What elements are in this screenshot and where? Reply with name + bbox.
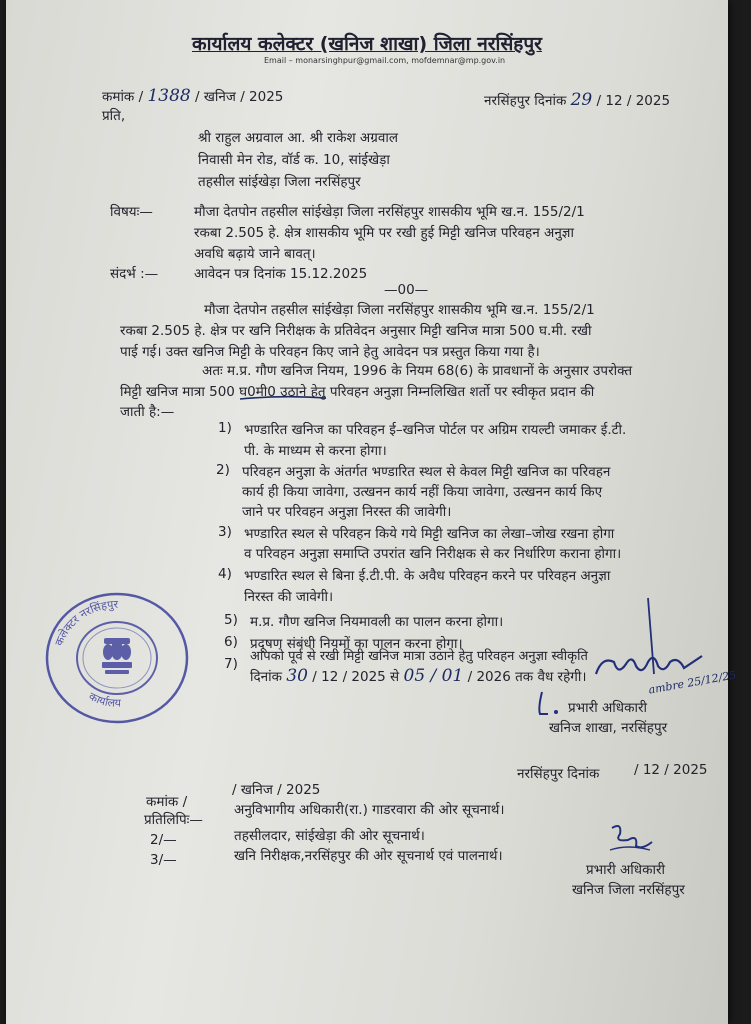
condition-6-number: 6) — [224, 634, 238, 650]
subject-line-1: मौजा देतपोन तहसील सांईखेड़ा जिला नरसिंहपुर शासकीय भूमि ख.न. 155/2/1 — [194, 204, 585, 220]
date-rest: / 12 / 2025 — [596, 93, 671, 109]
signature-1-mark — [592, 596, 712, 686]
copy-row-2-text: तहसीलदार, सांईखेड़ा की ओर सूचनार्थ। — [234, 828, 425, 844]
addressee-line-1: श्री राहुल अग्रवाल आ. श्री राकेश अग्रवाल — [198, 130, 399, 146]
email-line: Email – monarsinghpur@gmail.com, mofdemnar@mp.gov.in — [264, 56, 506, 65]
validity-prefix: दिनांक — [250, 669, 283, 685]
date-day: 29 — [570, 90, 593, 110]
validity-to-hand: 05 / 01 — [403, 666, 464, 686]
condition-1-line-2: पी. के माध्यम से करना होगा। — [244, 443, 387, 459]
condition-2-number: 2) — [216, 462, 230, 478]
copy-date-label: नरसिंहपुर दिनांक — [517, 766, 600, 782]
addressee-line-2: निवासी मेन रोड, वॉर्ड क. 10, सांईखेड़ा — [198, 152, 390, 168]
validity-to-rest: / 2026 तक वैध रहेगी। — [467, 669, 587, 685]
condition-5-line-1: म.प्र. गौण खनिज नियमावली का पालन करना होगा। — [250, 614, 504, 630]
signature-2-dept: खनिज जिला नरसिंहपुर — [572, 882, 685, 898]
copy-kramank-rest: / खनिज / 2025 — [232, 782, 321, 798]
office-title: कार्यालय कलेक्टर (खनिज शाखा) जिला नरसिंहपुर — [192, 33, 542, 55]
kramank-suffix: / खनिज / 2025 — [195, 89, 284, 105]
condition-4-number: 4) — [218, 566, 232, 582]
kramank-prefix: कमांक / — [102, 89, 144, 105]
condition-2-line-1: परिवहन अनुज्ञा के अंतर्गत भण्डारित स्थल से केवल मिट्टी खनिज का परिवहन — [242, 464, 611, 480]
condition-7-number: 7) — [224, 656, 238, 672]
para1-line-1: मौजा देतपोन तहसील सांईखेड़ा जिला नरसिंहपुर शासकीय भूमि ख.न. 155/2/1 — [204, 302, 595, 318]
hand-underline — [238, 394, 328, 402]
document-sheet — [6, 0, 738, 1024]
signature-1-dept: खनिज शाखा, नरसिंहपुर — [549, 720, 668, 736]
copy-date-rest: / 12 / 2025 — [634, 762, 708, 778]
official-stamp — [42, 590, 192, 726]
stamp-text-top: कलेक्टर नरसिंहपुर — [52, 597, 119, 648]
stamp-text-bottom: कार्यालय — [86, 689, 122, 710]
signature-2-role: प्रभारी अधिकारी — [586, 862, 665, 878]
signature-1-handwriting: ambre 25/12/25 — [647, 668, 738, 697]
condition-4-line-2: निरस्त की जावेगी। — [244, 589, 334, 605]
validity-line — [250, 666, 586, 686]
copy-row-3-label: 2/— — [150, 832, 177, 848]
condition-1-line-1: भण्डारित खनिज का परिवहन ई–खनिज पोर्टल पर अग्रिम रायल्टी जमाकर ई.टी. — [244, 422, 627, 438]
copy-row-1-label: प्रतिलिपिः— — [144, 812, 203, 828]
prati-label: प्रति, — [102, 108, 126, 124]
divider-mark: —00— — [384, 282, 429, 298]
subject-line-3: अवधि बढ़ाये जाने बावत्। — [194, 246, 316, 262]
date-label: नरसिंहपुर दिनांक — [484, 93, 567, 109]
condition-2-line-2: कार्य ही किया जावेगा, उत्खनन कार्य नहीं किया जावेगा, उत्खनन कार्य किए — [242, 484, 603, 500]
kramank-line — [102, 86, 283, 106]
condition-5-number: 5) — [224, 612, 238, 628]
condition-6-line-1: प्रदूषण संबंधी नियमों का पालन करना होगा। — [250, 636, 463, 652]
para2-line-1: अतः म.प्र. गौण खनिज नियम, 1996 के नियम 68(6) के प्रावधानों के अनुसार उपरोक्त — [202, 363, 633, 379]
condition-4-line-1: भण्डारित स्थल से बिना ई.टी.पी. के अवैध परिवहन करने पर परिवहन अनुज्ञा — [244, 568, 611, 584]
reference-text: आवेदन पत्र दिनांक 15.12.2025 — [194, 266, 368, 282]
subject-label: विषयः— — [110, 204, 153, 220]
condition-2-line-3: जाने पर परिवहन अनुज्ञा निरस्त की जावेगी। — [242, 504, 452, 520]
kramank-number: 1388 — [147, 86, 191, 106]
validity-from-hand: 30 — [286, 666, 308, 686]
para1-line-3: पाई गई। उक्त खनिज मिट्टी के परिवहन किए जाने हेतु आवेदन पत्र प्रस्तुत किया गया है। — [120, 344, 540, 360]
condition-1-number: 1) — [218, 420, 232, 436]
condition-3-line-1: भण्डारित स्थल से परिवहन किये गये मिट्टी खनिज का लेखा–जोख रखना होगा — [244, 526, 615, 542]
condition-7-line-1: आपको पूर्व से रखी मिट्टी खनिज मात्रा उठाने हेतु परिवहन अनुज्ञा स्वीकृति — [250, 649, 588, 664]
subject-line-2: रकबा 2.505 हे. क्षेत्र शासकीय भूमि पर रखी हुई मिट्टी खनिज परिवहन अनुज्ञा — [194, 225, 574, 241]
signature-2-mark — [602, 820, 662, 860]
copy-kramank-label: कमांक / — [146, 794, 188, 810]
date-line — [484, 90, 670, 110]
reference-label: संदर्भ :— — [110, 266, 159, 282]
condition-3-number: 3) — [218, 524, 232, 540]
condition-3-line-2: व परिवहन अनुज्ञा समाप्ति उपरांत खनि निरीक्षक से कर निर्धारिण कराना होगा। — [244, 546, 622, 562]
signature-1-role: प्रभारी अधिकारी — [568, 700, 647, 716]
para2-line-3: जाती है:— — [120, 404, 175, 420]
addressee-line-3: तहसील सांईखेड़ा जिला नरसिंहपुर — [198, 174, 361, 190]
validity-from-rest: / 12 / 2025 से — [312, 669, 400, 685]
para2-line-2: मिट्टी खनिज मात्रा 500 घ0मी0 उठाने हेतु परिवहन अनुज्ञा निम्नलिखित शर्तो पर स्वीकृत प्रदान की — [120, 384, 595, 400]
copy-row-1-text: अनुविभागीय अधिकारी(रा.) गाडरवारा की ओर सूचनार्थ। — [234, 802, 505, 818]
copy-row-4-text: खनि निरीक्षक,नरसिंहपुर की ओर सूचनार्थ एवं पालनार्थ। — [234, 848, 503, 864]
para1-line-2: रकबा 2.505 हे. क्षेत्र पर खनि निरीक्षक के प्रतिवेदन अनुसार मिट्टी खनिज मात्रा 500 घ.मी. रखी — [120, 323, 592, 339]
copy-row-4-label: 3/— — [150, 852, 177, 868]
